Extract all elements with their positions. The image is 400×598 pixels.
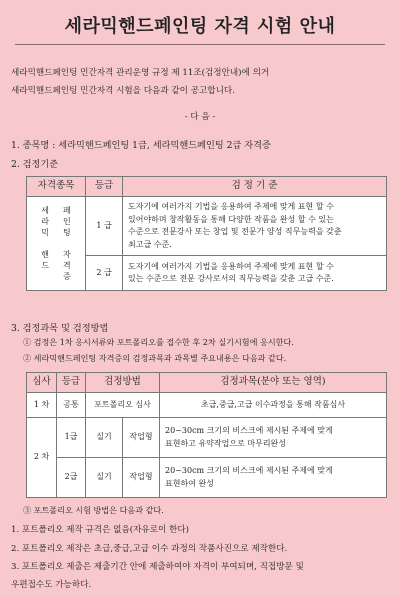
portfolio-item-1: 1. 포트폴리오 제작 규격은 없음(자유로이 한다) bbox=[11, 525, 189, 535]
grade-1-method: 실기 bbox=[86, 418, 123, 458]
portfolio-item-3-cont: 우편접수도 가능하다. bbox=[11, 580, 92, 590]
title-divider bbox=[15, 44, 385, 45]
section-3-note-2: ② 세라믹핸드페인팅 자격증의 검정과목과 과목별 주요내용은 다음과 같다. bbox=[23, 353, 287, 363]
divider-text: - 다 음 - bbox=[184, 112, 216, 122]
grade-1-type: 작업형 bbox=[123, 418, 160, 458]
item-name-cell bbox=[27, 197, 86, 291]
header-grade: 등급 bbox=[57, 373, 86, 393]
header-method: 검정방법 bbox=[86, 373, 160, 393]
grade-1-cell: 1급 bbox=[57, 418, 86, 458]
header-criteria: 검 정 기 준 bbox=[123, 177, 387, 197]
section-3: 3. 검정과목 및 검정방법 bbox=[11, 323, 109, 334]
header-grade: 등급 bbox=[86, 177, 123, 197]
grade-1-criteria: 도자기에 여러가지 기법을 응용하여 주제에 맞게 표현 할 수 있어야하며 창작활동을 통해 다양한 작품을 완성 할 수 있는 수준으로 전문강사 또는 창업 및 전문가 양성 직무능력을 갖춘 최고급 수준. bbox=[123, 197, 387, 256]
stage-1-cell: 1 차 bbox=[27, 393, 57, 418]
portfolio-item-2: 2. 포트폴리오 제작은 초급,중급,고급 이수 과정의 작품사진으로 제작한다. bbox=[11, 544, 288, 554]
grade-2-cell: 2 급 bbox=[86, 256, 123, 291]
grade-1-cell: 1 급 bbox=[86, 197, 123, 256]
intro-line-1: 세라믹핸드페인팅 민간자격 관리운영 규정 제 11조(검정안내)에 의거 bbox=[11, 68, 270, 78]
section-1: 1. 종목명 : 세라믹핸드페인팅 1급, 세라믹핸드페인팅 2급 자격증 bbox=[11, 140, 271, 151]
grading-criteria-table bbox=[26, 176, 387, 291]
common-grade-cell: 공통 bbox=[57, 393, 86, 418]
header-item: 자격종목 bbox=[27, 177, 86, 197]
grade-2-cell: 2급 bbox=[57, 458, 86, 498]
section-3-note-1: ① 검정은 1차 응시서류와 포트폴리오를 접수한 후 2차 실기시험에 응시한다. bbox=[23, 337, 294, 347]
section-2: 2. 검정기준 bbox=[11, 159, 59, 170]
portfolio-review-cell: 포트폴리오 심사 bbox=[86, 393, 160, 418]
grade-1-subject: 20~30cm 크기의 비스크에 제시된 주제에 맞게 표현하고 유약작업으로 마무리완성 bbox=[160, 418, 387, 458]
intro-line-2: 세라믹핸드페인팅 민간자격 시험을 다음과 같이 공고합니다. bbox=[11, 86, 235, 96]
stage-2-cell: 2 차 bbox=[27, 418, 57, 498]
page-title: 세라믹핸드페인팅 자격 시험 안내 bbox=[64, 16, 336, 37]
item-name-col-1: 세 라 믹 핸 드 bbox=[41, 206, 49, 270]
header-subject: 검정과목(분야 또는 영역) bbox=[160, 373, 387, 393]
grade-2-subject: 20~30cm 크기의 비스크에 제시된 주제에 맞게 표현하여 완성 bbox=[160, 458, 387, 498]
item-name-col-2: 페 인 팅 자 격 증 bbox=[63, 206, 71, 281]
portfolio-review-content: 초급,중급,고급 이수과정을 통해 작품심사 bbox=[160, 393, 387, 418]
exam-method-table bbox=[26, 372, 387, 498]
grade-2-type: 작업형 bbox=[123, 458, 160, 498]
grade-2-criteria: 도자기에 여러가지 기법을 응용하여 주제에 맞게 표현 할 수 있는 수준으로 전문 강사로서의 직무능력을 갖춘 고급 수준. bbox=[123, 256, 387, 291]
grade-2-method: 실기 bbox=[86, 458, 123, 498]
portfolio-item-3: 3. 포트폴리오 제출은 제출기간 안에 제출하여야 자격이 부여되며, 직접방문 및 bbox=[11, 562, 304, 572]
portfolio-note: ③ 포트폴리오 시험 방법은 다음과 같다. bbox=[23, 505, 164, 515]
header-stage: 심사 bbox=[27, 373, 57, 393]
